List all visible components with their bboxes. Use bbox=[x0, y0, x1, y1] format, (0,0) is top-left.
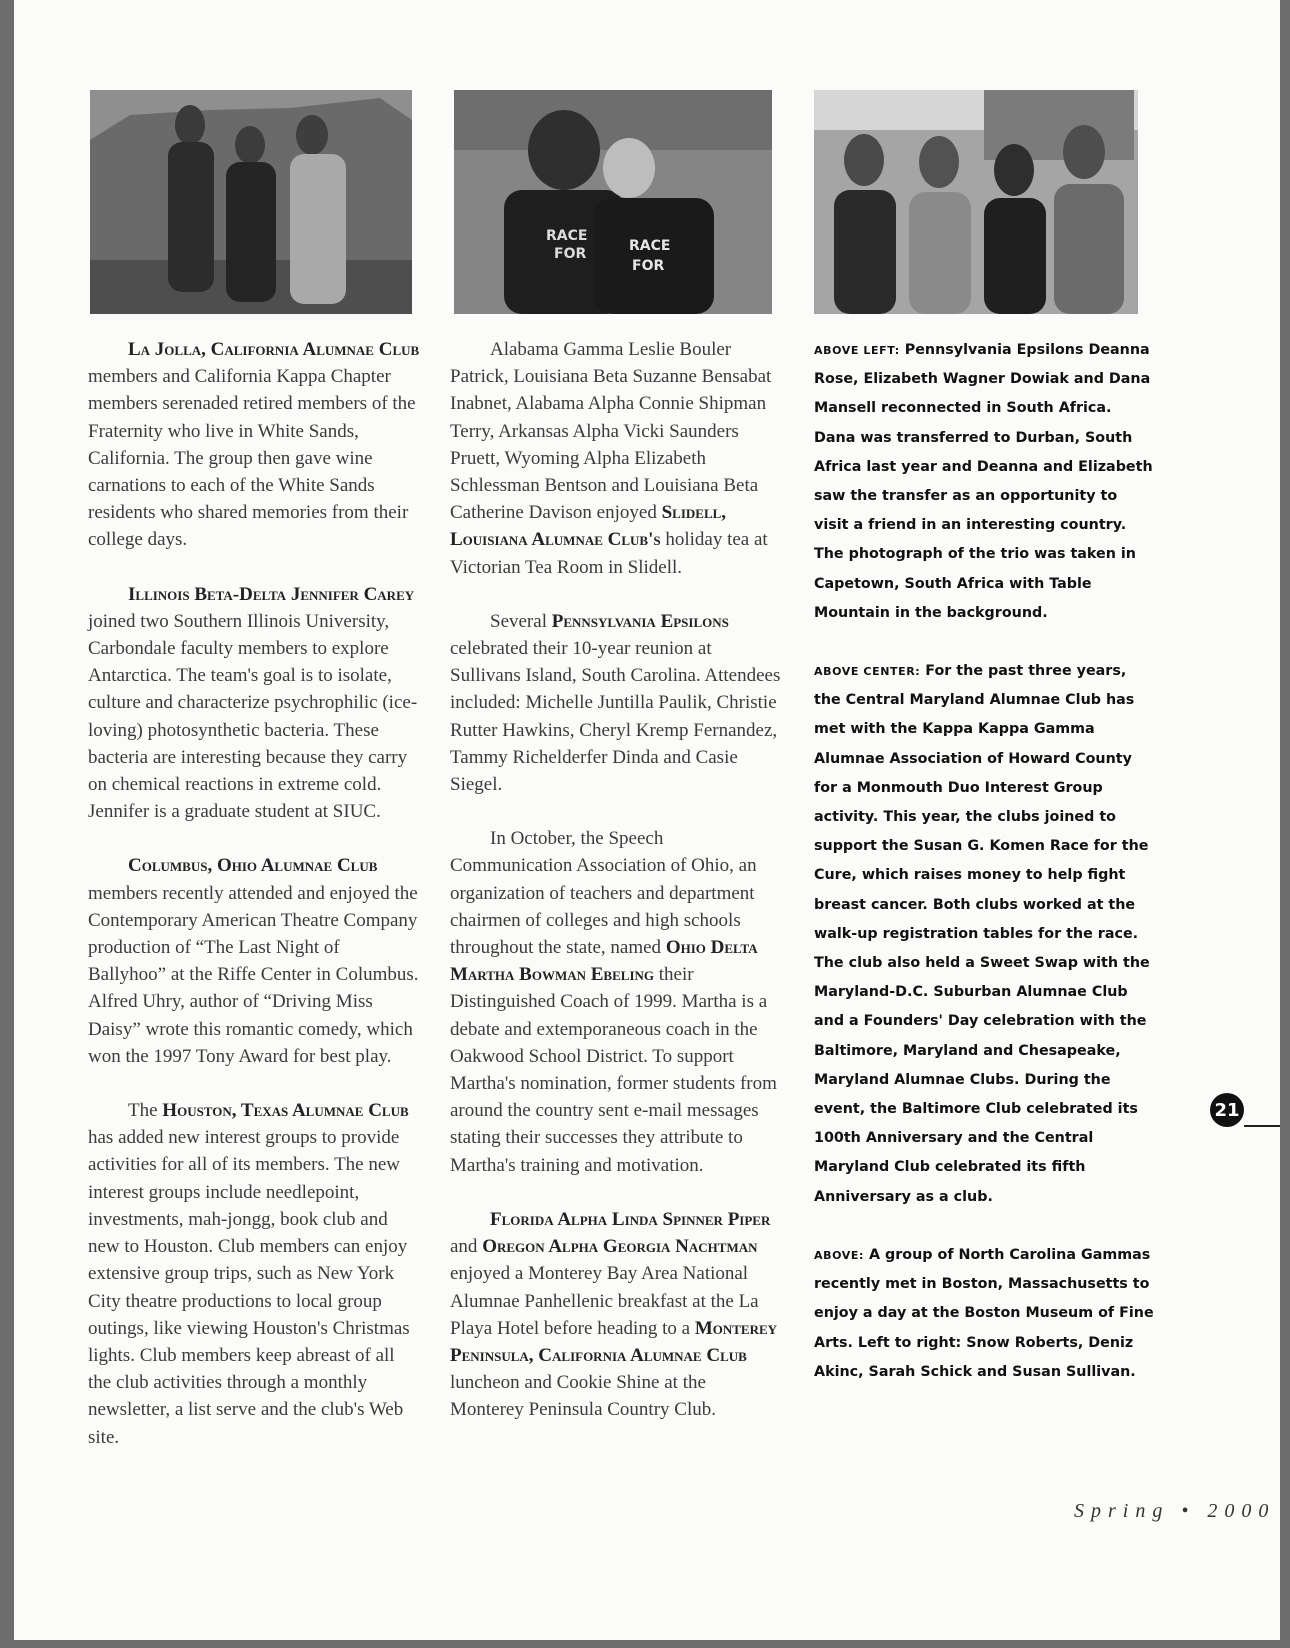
article-houston: The Houston, Texas Alumnae Club has added new interest groups to provide activities for all of its members. The new interest groups include needlepoint, investments, mah-jongg, book club and new to Houston. Club members can enjoy extensive group trips, such as New York City theatre productions to local group outings, like viewing Houston's Christmas lights. Club members keep abreast of all the club activities through a monthly newsletter, a list serve and the club's Web site. bbox=[88, 1100, 410, 1448]
member-name: Florida Alpha Linda Spinner Piper bbox=[490, 1208, 771, 1230]
caption-above: ABOVE: A group of North Carolina Gammas recently met in Boston, Massachusetts to enjoy a day at the Boston Museum of Fine Arts. Left to right: Snow Roberts, Deniz Akinc, Sarah Schick and Susan Sullivan. bbox=[814, 1246, 1154, 1380]
caption-above-left: ABOVE LEFT: Pennsylvania Epsilons Deanna Rose, Elizabeth Wagner Dowiak and Dana Mansell reconnected in South Africa. Dana was transferred to Durban, South Africa last year and Deanna and Elizabeth saw the transfer as an opportunity to visit a friend in an interesting country. The photograph of the trio was taken in Capetown, South Africa with Table Mountain in the background. bbox=[814, 342, 1153, 621]
article-columbus: Columbus, Ohio Alumnae Club members recently attended and enjoyed the Contemporary American Theatre Company production of “The Last Night of Ballyhoo” at the Riffe Center in Columbus. Alfred Uhry, author of “Driving Miss Daisy” wrote this romantic comedy, which won the 1997 Tony Award for best play. bbox=[88, 855, 419, 1067]
member-name: Illinois Beta-Delta Jennifer Carey bbox=[128, 583, 415, 605]
photo-captions bbox=[814, 336, 1154, 1416]
svg-text:RACE: RACE bbox=[546, 228, 588, 244]
svg-text:FOR: FOR bbox=[632, 258, 665, 274]
member-name: Ohio Delta Martha Bowman Ebeling bbox=[450, 937, 758, 986]
column-left bbox=[88, 336, 422, 1478]
article-pennsylvania: Several Pennsylvania Epsilons celebrated their 10-year reunion at Sullivans Island, South Carolina. Attendees included: Michelle Juntilla Paulik, Christie Rutter Hawkins, Cheryl Kremp Fernandez, Tammy Richelderfer Dinda and Casie Siegel. bbox=[450, 610, 781, 796]
club-name: Houston, Texas Alumnae Club bbox=[162, 1100, 409, 1122]
photo-left bbox=[90, 90, 412, 314]
page-number: 21 bbox=[1210, 1093, 1244, 1127]
caption-label: ABOVE CENTER: bbox=[814, 665, 921, 679]
member-name: Oregon Alpha Georgia Nachtman bbox=[482, 1236, 758, 1258]
article-la-jolla: La Jolla, California Alumnae Club members and California Kappa Chapter members serenaded retired members of the Fraternity who live in White Sands, California. The group then gave wine carnations to each of the White Sands residents who shared memories from their college days. bbox=[88, 339, 420, 551]
caption-label: ABOVE: bbox=[814, 1248, 864, 1262]
column-center bbox=[450, 336, 784, 1451]
article-ohio: In October, the Speech Communication Association of Ohio, an organization of teachers and department chairmen of colleges and high schools throughout the state, named Ohio Delta Martha Bowman Ebeling their Distinguished Coach of 1999. Martha is a debate and extemporaneous coach in the Oakwood School District. To support Martha's nomination, former students from around the country sent e-mail messages stating their successes they attribute to Martha's training and motivation. bbox=[450, 828, 777, 1176]
photo-right bbox=[814, 90, 1138, 314]
magazine-page bbox=[14, 0, 1280, 1640]
club-name: La Jolla, California Alumnae Club bbox=[128, 339, 420, 360]
page-number-rule bbox=[1244, 1125, 1280, 1127]
article-slidell: Alabama Gamma Leslie Bouler Patrick, Louisiana Beta Suzanne Bensabat Inabnet, Alabama Alpha Connie Shipman Terry, Arkansas Alpha Vicki Saunders Pruett, Wyoming Alpha Elizabeth Schlessman Bentson and Louisiana Beta Catherine Davison enjoyed Slidell, Louisiana Alumnae Club's holiday tea at Victorian Tea Room in Slidell. bbox=[450, 339, 772, 578]
photo-center bbox=[454, 90, 772, 314]
caption-above-center: ABOVE CENTER: For the past three years, the Central Maryland Alumnae Club has met with the Kappa Kappa Gamma Alumnae Association of Howard County for a Monmouth Duo Interest Group activity. This year, the clubs joined to support the Susan G. Komen Race for the Cure, which raises money to help fight breast cancer. Both clubs worked at the walk-up registration tables for the race. The club also held a Sweet Swap with the Maryland-D.C. Suburban Alumnae Club and a Founders' Day celebration with the Baltimore, Maryland and Chesapeake, Maryland Alumnae Clubs. During the event, the Baltimore Club celebrated its 100th Anniversary and the Central Maryland Club celebrated its fifth Anniversary as a club. bbox=[814, 663, 1150, 1205]
chapter-name: Pennsylvania Epsilons bbox=[551, 610, 729, 632]
article-illinois: Illinois Beta-Delta Jennifer Carey joined two Southern Illinois University, Carbondale faculty members to explore Antarctica. The team's goal is to isolate, culture and characterize psychrophilic (ice-loving) photosynthetic bacteria. These bacteria are interesting because they carry on chemical reactions in extreme cold. Jennifer is a graduate student at SIUC. bbox=[88, 583, 418, 823]
issue-footer: Spring • 2000 bbox=[1074, 1500, 1276, 1522]
caption-label: ABOVE LEFT: bbox=[814, 344, 900, 357]
club-name: Slidell, Louisiana Alumnae Club's bbox=[450, 502, 727, 551]
svg-text:RACE: RACE bbox=[629, 238, 671, 254]
article-monterey: Florida Alpha Linda Spinner Piper and Oregon Alpha Georgia Nachtman enjoyed a Monterey Bay Area National Alumnae Panhellenic breakfast at the La Playa Hotel before heading to a Monterey Peninsula, California Alumnae Club luncheon and Cookie Shine at the Monterey Peninsula Country Club. bbox=[450, 1208, 778, 1421]
svg-text:FOR: FOR bbox=[554, 246, 587, 262]
club-name: Monterey Peninsula, California Alumnae Club bbox=[450, 1317, 778, 1366]
club-name: Columbus, Ohio Alumnae Club bbox=[128, 855, 378, 877]
